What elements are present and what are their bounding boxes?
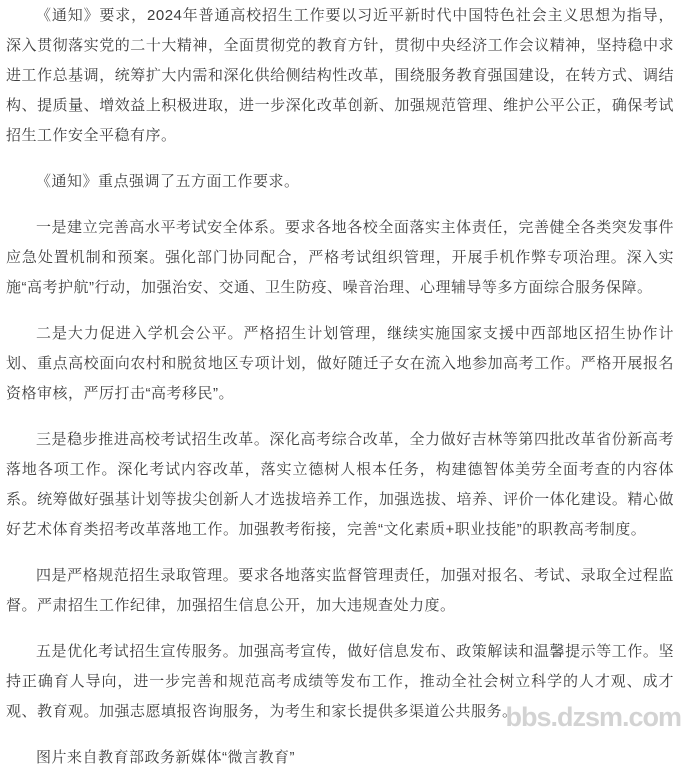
paragraph-point-1: 一是建立完善高水平考试安全体系。要求各地各校全面落实主体责任，完善健全各类突发事件应急处置机制和预案。强化部门协同配合，严格考试组织管理，开展手机作弊专项治理。深入实施“高考护航”行动，加强治安、交通、卫生防疫、噪音治理、心理辅导等多方面综合服务保障。: [6, 219, 674, 296]
paragraph-point-2: 二是大力促进入学机会公平。严格招生计划管理，继续实施国家支援中西部地区招生协作计划、重点高校面向农村和脱贫地区专项计划，做好随迁子女在流入地参加高考工作。严格开展报名资格审核，严厉打击“高考移民”。: [6, 325, 674, 402]
site-watermark: bbs.dzsm.com: [505, 702, 681, 732]
paragraph-point-4: 四是严格规范招生录取管理。要求各地落实监督管理责任，加强对报名、考试、录取全过程监督。严肃招生工作纪律，加强招生信息公开，加大违规查处力度。: [6, 567, 674, 614]
paragraph-image-credit: 图片来自教育部政务新媒体“微言教育”: [36, 749, 295, 766]
paragraph-point-5: 五是优化考试招生宣传服务。加强高考宣传，做好信息发布、政策解读和温馨提示等工作。坚持正确育人导向，进一步完善和规范高考成绩等发布工作，推动全社会树立科学的人才观、成才观、教育观。加强志愿填报咨询服务，为考生和家长提供多渠道公共服务。: [6, 643, 674, 720]
paragraph-point-3: 三是稳步推进高校考试招生改革。深化高考综合改革，全力做好吉林等第四批改革省份新高考落地各项工作。深化考试内容改革，落实立德树人根本任务，构建德智体美劳全面考查的内容体系。统筹做好强基计划等拔尖创新人才选拔培养工作，加强选拔、培养、评价一体化建设。精心做好艺术体育类招考改革落地工作。加强教考衔接，完善“文化素质+职业技能”的职教高考制度。: [6, 431, 674, 538]
paragraph-intro: 《通知》要求，2024年普通高校招生工作要以习近平新时代中国特色社会主义思想为指导，深入贯彻落实党的二十大精神，全面贯彻党的教育方针，贯彻中央经济工作会议精神，坚持稳中求进工作总基调，统筹扩大内需和深化供给侧结构性改革，围绕服务教育强国建设，在转方式、调结构、提质量、增效益上积极进取，进一步深化改革创新、加强规范管理、维护公平公正，确保考试招生工作安全平稳有序。: [6, 7, 674, 144]
paragraph-summary: 《通知》重点强调了五方面工作要求。: [36, 173, 300, 190]
